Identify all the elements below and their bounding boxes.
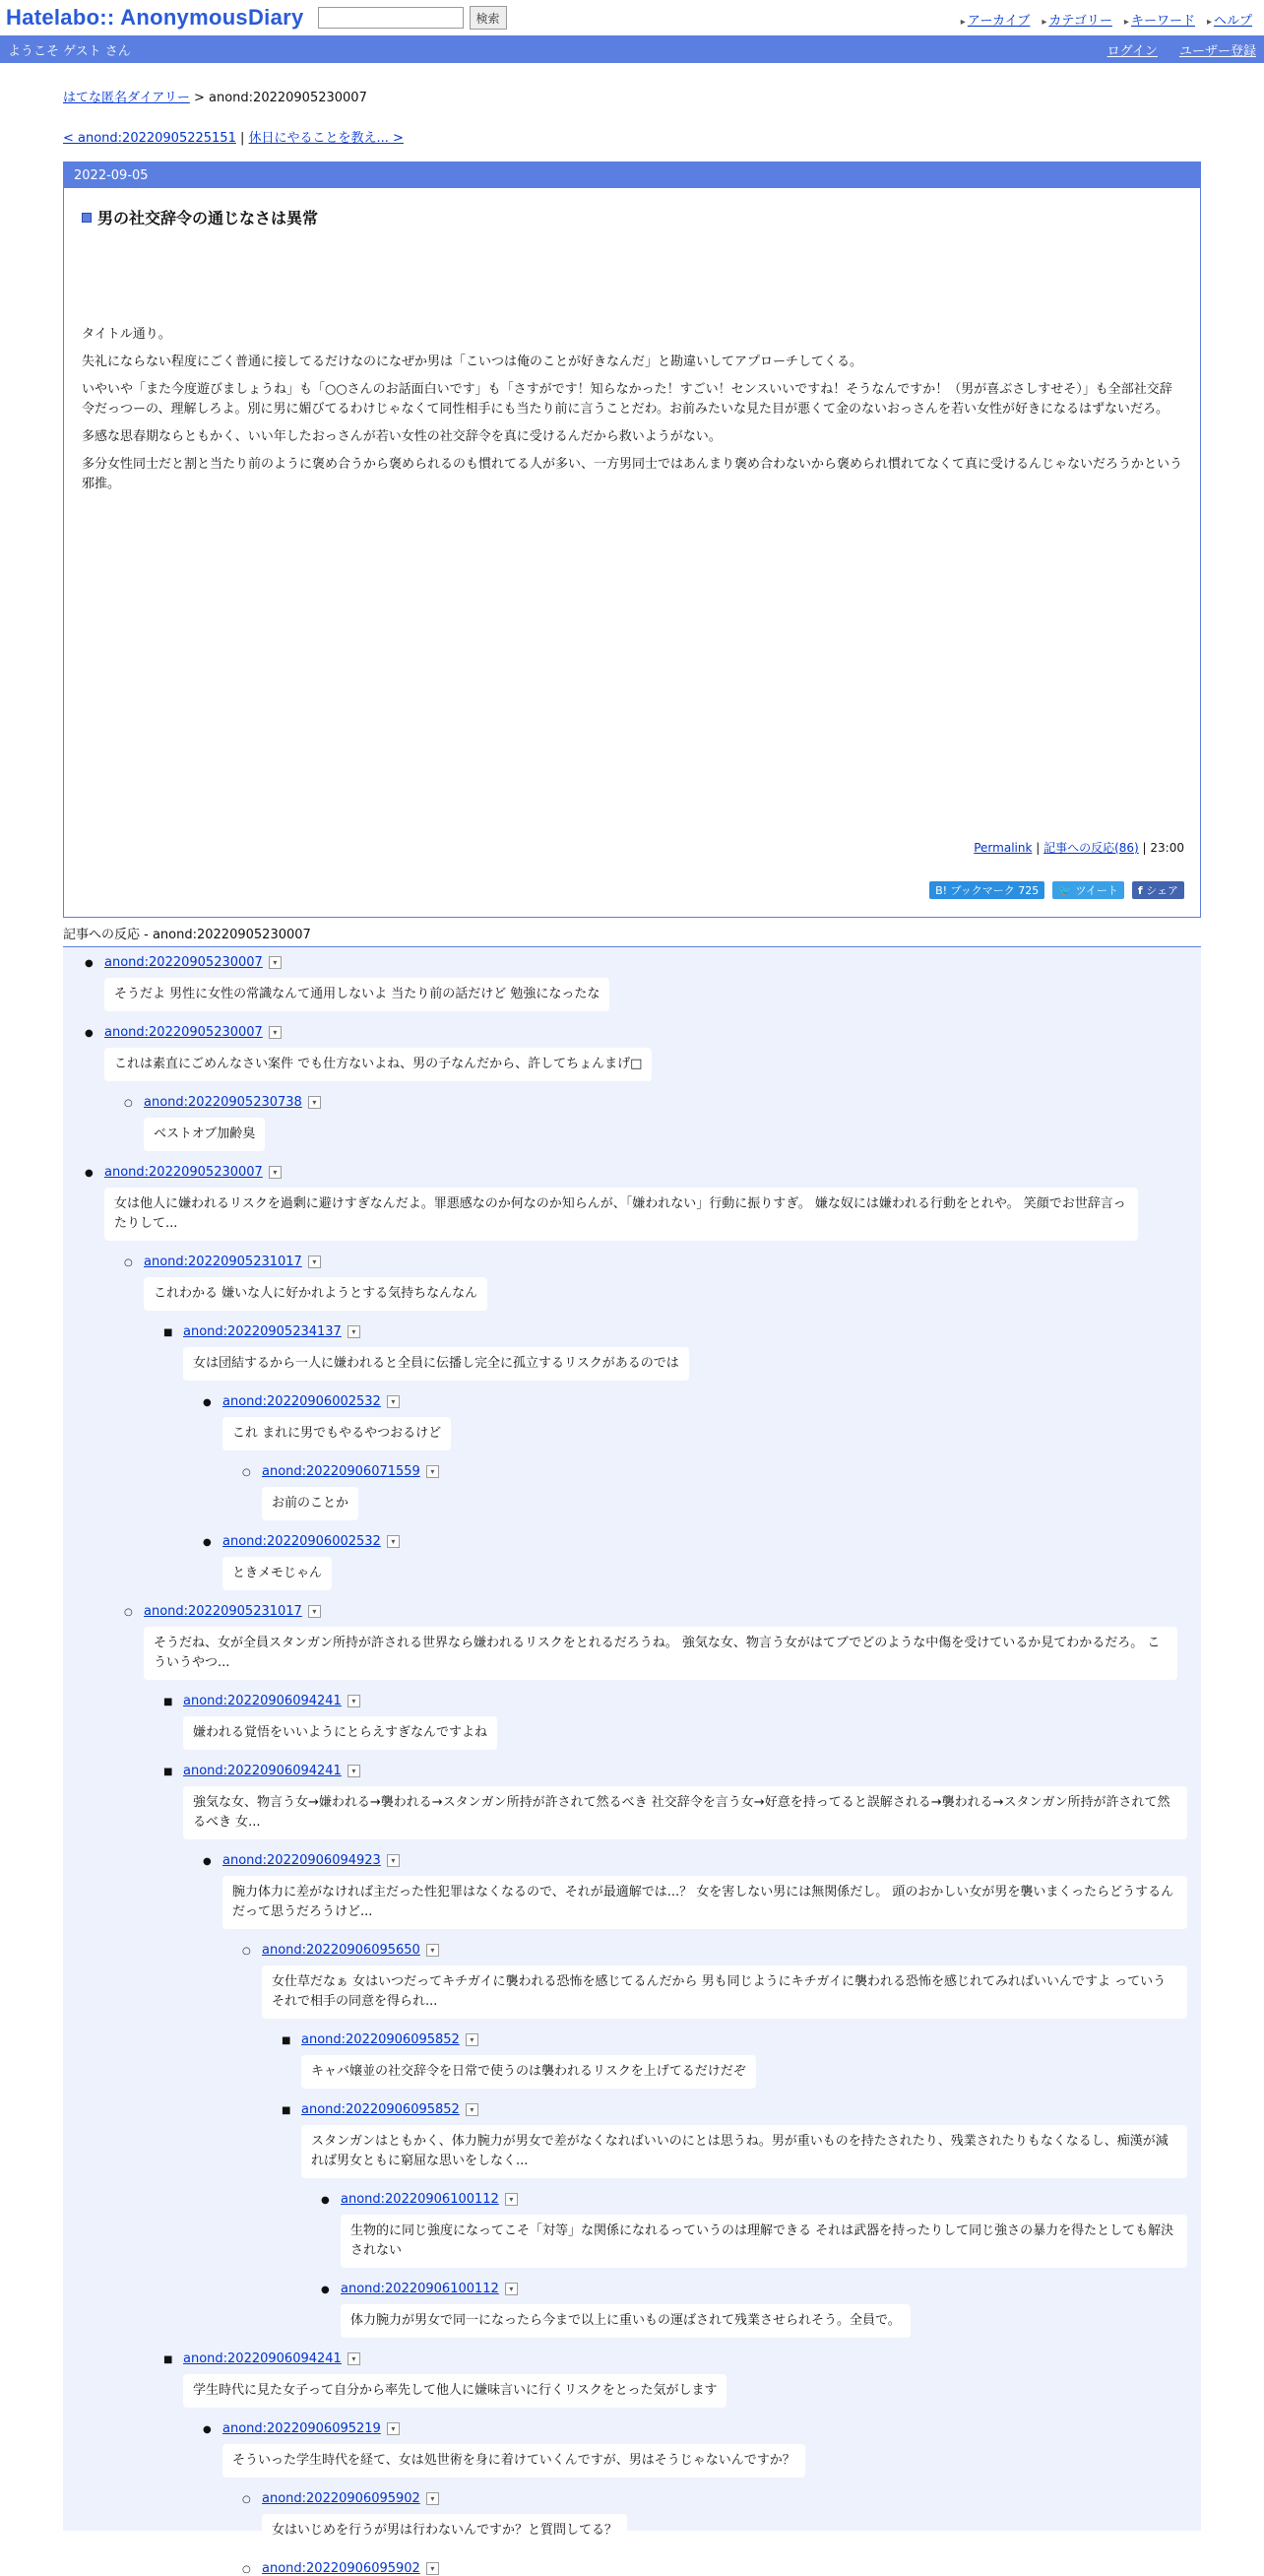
list-bullet-icon: ●	[203, 1397, 212, 1408]
reaction-item	[63, 1764, 1201, 1839]
reaction-item	[63, 1095, 1201, 1151]
list-bullet-icon: ○	[124, 1257, 133, 1268]
reaction-excerpt: スタンガンはともかく、体力腕力が男女で差がなくなればいいのにとは思うね。男が重いものを持たされたり、残業されたりもなくなるし、痴漢が減れば男女ともに窮屈な思いをしなく...	[301, 2125, 1187, 2178]
reaction-excerpt: これ まれに男でもやるやつおるけど	[222, 1417, 451, 1450]
list-bullet-icon: ●	[321, 2285, 330, 2295]
bookmark-label: B! ブックマーク	[935, 884, 1015, 897]
nav-category[interactable]	[1042, 10, 1112, 29]
nav-help-link[interactable]: ヘルプ	[1213, 14, 1252, 29]
reaction-excerpt-wrap	[183, 1339, 1187, 1381]
chevron-down-icon[interactable]: ▾	[308, 1605, 321, 1618]
hatena-bookmark-button[interactable]	[929, 881, 1044, 899]
reaction-item	[63, 1534, 1201, 1590]
reaction-excerpt-wrap	[183, 1708, 1187, 1750]
reaction-id-link[interactable]: anond:20220906094241	[183, 2351, 342, 2366]
reaction-item	[63, 2102, 1201, 2178]
chevron-down-icon[interactable]: ▾	[426, 2562, 439, 2575]
section-square-icon[interactable]	[82, 213, 92, 223]
reaction-id-link[interactable]: anond:20220905231017	[144, 1255, 302, 1269]
search-input[interactable]	[318, 7, 464, 29]
entry-paragraph: タイトル通り。	[82, 327, 171, 342]
reaction-item	[63, 1943, 1201, 2019]
welcome-bar	[0, 35, 1264, 63]
reaction-id-link[interactable]: anond:20220906095852	[301, 2032, 460, 2047]
refs-title-prefix: 記事への反応 -	[63, 928, 153, 942]
list-bullet-icon: ■	[163, 1697, 173, 1707]
reaction-id-link[interactable]: anond:20220906002532	[222, 1394, 381, 1409]
reactions-tree	[63, 955, 1201, 2576]
nav-keyword-link[interactable]: キーワード	[1130, 14, 1195, 29]
entry-box	[63, 161, 1201, 918]
reaction-id-link[interactable]: anond:20220906094923	[222, 1853, 381, 1868]
main-content	[63, 87, 1201, 947]
reaction-excerpt: 体力腕力が男女で同一になったら今まで以上に重いもの運ばされて残業させられそう。全員で。	[341, 2304, 911, 2338]
reaction-id-link[interactable]: anond:20220906094241	[183, 1694, 342, 1708]
reaction-excerpt-wrap	[222, 1876, 1187, 1929]
reaction-excerpt: 女仕草だなぁ 女はいつだってキチガイに襲われる恐怖を感じてるんだから 男も同じようにキチガイに襲われる恐怖を感じれてみればいいんですよ っていう それで相手の同意を得られ...	[262, 1965, 1187, 2019]
tweet-button[interactable]	[1052, 881, 1124, 899]
reaction-excerpt-wrap	[341, 2296, 1187, 2338]
breadcrumb-home[interactable]: はてな匿名ダイアリー	[63, 91, 190, 105]
reaction-id-link[interactable]: anond:20220906100112	[341, 2282, 499, 2296]
reaction-item	[63, 2032, 1201, 2089]
reaction-item	[63, 1255, 1201, 1311]
reaction-item	[63, 1464, 1201, 1520]
prevnext-sep: |	[235, 131, 249, 146]
reactions-list	[63, 947, 1201, 2576]
reaction-item	[63, 1604, 1201, 1680]
facebook-icon: f	[1137, 883, 1143, 897]
reaction-excerpt-wrap	[262, 2506, 1187, 2547]
reaction-excerpt-wrap	[104, 1188, 1187, 1241]
welcome-text: ようこそ ゲスト さん	[8, 43, 131, 59]
reaction-excerpt-wrap	[262, 1965, 1187, 2019]
entry-time: 23:00	[1150, 841, 1184, 855]
reaction-excerpt-wrap	[301, 2047, 1187, 2089]
list-bullet-icon: ●	[85, 1028, 94, 1039]
entry-footer: Permalink | 記事への反応(86) | 23:00	[974, 841, 1184, 855]
reaction-excerpt-wrap	[144, 1269, 1187, 1311]
breadcrumb-sep: >	[189, 91, 210, 105]
reaction-excerpt: 腕力体力に差がなければ主だった性犯罪はなくなるので、それが最適解では...？ 女を害しない男には無関係だし。 頭のおかしい女が男を襲いまくったらどうするんだって思うだろうけど...	[222, 1876, 1187, 1929]
chevron-down-icon[interactable]: ▾	[269, 1166, 282, 1179]
reaction-excerpt-wrap	[301, 2125, 1187, 2178]
list-bullet-icon: ○	[242, 1946, 251, 1957]
list-bullet-icon: ■	[282, 2105, 291, 2116]
chevron-down-icon[interactable]: ▾	[387, 1535, 400, 1548]
breadcrumb-current: anond:20220905230007	[209, 91, 367, 105]
reaction-id-link[interactable]: anond:20220906095902	[262, 2491, 420, 2506]
reaction-excerpt-wrap	[222, 1409, 1187, 1450]
reaction-item	[63, 2282, 1201, 2338]
chevron-down-icon[interactable]: ▾	[505, 2193, 518, 2206]
chevron-down-icon[interactable]: ▾	[348, 2352, 360, 2365]
chevron-down-icon[interactable]: ▾	[426, 1944, 439, 1957]
reaction-excerpt: これは素直にごめんなさい案件 でも仕方ないよね、男の子なんだから、許してちょんまげ□	[104, 1048, 652, 1081]
nav-archive[interactable]	[961, 10, 1031, 29]
reaction-excerpt: キャバ嬢並の社交辞令を日常で使うのは襲われるリスクを上げてるだけだぞ	[301, 2055, 756, 2089]
reaction-excerpt-wrap	[104, 970, 1187, 1011]
prev-next-nav	[63, 127, 1201, 146]
chevron-down-icon[interactable]: ▾	[269, 1026, 282, 1039]
reaction-id-link[interactable]: anond:20220906071559	[262, 1464, 420, 1479]
entry-body	[82, 325, 1182, 494]
chevron-down-icon[interactable]: ▾	[387, 1854, 400, 1867]
tweet-label: ツイート	[1075, 884, 1118, 897]
entry-paragraph: 多分女性同士だと割と当たり前のように褒め合うから褒められるのも慣れてる人が多い、一方男同士ではあんまり褒め合わないから褒められ慣れてなくて真に受けるんじゃないだろうかという邪推。	[82, 457, 1183, 491]
reaction-id-link[interactable]: anond:20220905231017	[144, 1604, 302, 1619]
chevron-down-icon[interactable]: ▾	[387, 2422, 400, 2435]
reaction-id-link[interactable]: anond:20220905234137	[183, 1324, 342, 1339]
permalink-link[interactable]: Permalink	[974, 841, 1033, 855]
list-bullet-icon: ●	[203, 1856, 212, 1867]
share-buttons	[929, 881, 1184, 899]
reaction-excerpt: そうだよ 男性に女性の常識なんて通用しないよ 当たり前の話だけど 勉強になったな	[104, 978, 609, 1011]
reaction-item	[63, 1025, 1201, 1081]
chevron-right-icon: ▸	[1042, 17, 1047, 28]
reaction-excerpt: 強気な女、物言う女→嫌われる→襲われる→スタンガン所持が許されて然るべき 社交辞令を言う女→好意を持ってると誤解される→襲われる→スタンガン所持が許されて然るべき 女...	[183, 1786, 1187, 1839]
reaction-id-link[interactable]: anond:20220905230007	[104, 1025, 263, 1040]
reaction-item	[63, 1324, 1201, 1381]
reaction-item	[63, 1853, 1201, 1929]
chevron-down-icon[interactable]: ▾	[426, 2492, 439, 2505]
entry-date: 2022-09-05	[64, 162, 1200, 188]
reaction-id-link[interactable]: anond:20220906095650	[262, 1943, 420, 1958]
reaction-excerpt-wrap	[104, 1040, 1187, 1081]
list-bullet-icon: ●	[85, 1168, 94, 1179]
reaction-excerpt-wrap	[183, 1786, 1187, 1839]
chevron-right-icon: ▸	[1206, 17, 1212, 28]
login-link[interactable]: ログイン	[1106, 43, 1158, 59]
reactions-link[interactable]: 記事への反応(86)	[1043, 841, 1139, 855]
reaction-id-link[interactable]: anond:20220906095902	[262, 2561, 420, 2576]
reaction-excerpt-wrap	[144, 1110, 1187, 1151]
list-bullet-icon: ■	[163, 2354, 173, 2365]
chevron-down-icon[interactable]: ▾	[505, 2283, 518, 2295]
reaction-excerpt: そうだね、女が全員スタンガン所持が許される世界なら嫌われるリスクをとれるだろうね。 強気な女、物言う女がはてブでどのような中傷を受けているか見てわかるだろ。 こういうやつ...	[144, 1627, 1177, 1680]
chevron-down-icon[interactable]: ▾	[466, 2033, 478, 2046]
reaction-excerpt-wrap	[183, 2366, 1187, 2408]
reaction-excerpt-wrap	[341, 2215, 1187, 2268]
reaction-excerpt: これわかる 嫌いな人に好かれようとする気持ちなんなん	[144, 1277, 487, 1311]
chevron-down-icon[interactable]: ▾	[466, 2103, 478, 2116]
reaction-id-link[interactable]: anond:20220906094241	[183, 1764, 342, 1778]
search-button[interactable]: 検索	[470, 6, 507, 30]
reaction-excerpt: そういった学生時代を経て、女は処世術を身に着けていくんですが、男はそうじゃないんですか？	[222, 2444, 805, 2478]
prev-entry-link[interactable]: < anond:20220905225151	[63, 131, 236, 146]
reaction-item	[63, 955, 1201, 1011]
reaction-excerpt: 女はいじめを行うが男は行わないんですか？と質問してる？	[262, 2514, 627, 2547]
reaction-id-link[interactable]: anond:20220905230738	[144, 1095, 302, 1110]
reaction-excerpt: ベストオブ加齢臭	[144, 1118, 265, 1151]
chevron-down-icon[interactable]: ▾	[308, 1096, 321, 1109]
list-bullet-icon: ■	[282, 2035, 291, 2046]
list-bullet-icon: ○	[242, 1467, 251, 1478]
reaction-excerpt-wrap	[144, 1627, 1187, 1680]
share-label: シェア	[1146, 884, 1178, 897]
reaction-item	[63, 1694, 1201, 1750]
reaction-id-link[interactable]: anond:20220905230007	[104, 955, 263, 970]
refs-title-id: anond:20220905230007	[152, 928, 311, 942]
facebook-share-button[interactable]	[1132, 881, 1184, 899]
reaction-id-link[interactable]: anond:20220905230007	[104, 1165, 263, 1180]
reaction-id-link[interactable]: anond:20220906095219	[222, 2421, 381, 2436]
reaction-excerpt-wrap	[262, 1479, 1187, 1520]
nav-archive-link[interactable]: アーカイブ	[967, 14, 1031, 29]
list-bullet-icon: ●	[203, 1537, 212, 1548]
chevron-down-icon[interactable]: ▾	[269, 956, 282, 969]
next-entry-link[interactable]: 休日にやることを教え... >	[248, 131, 404, 146]
chevron-right-icon: ▸	[960, 17, 966, 28]
list-bullet-icon: ■	[163, 1327, 173, 1338]
list-bullet-icon: ●	[321, 2195, 330, 2206]
twitter-icon: 🐦	[1058, 883, 1072, 897]
list-bullet-icon: ●	[203, 2424, 212, 2435]
refs-title	[63, 924, 1201, 947]
reaction-excerpt: 嫌われる覚悟をいいようにとらえすぎなんですよね	[183, 1716, 497, 1750]
reaction-excerpt: 女は他人に嫌われるリスクを過剰に避けすぎなんだよ。罪悪感なのか何なのか知らんが、「嫌われない」行動に振りすぎ。 嫌な奴には嫌われる行動をとれや。 笑顔でお世辞言ったりして...	[104, 1188, 1138, 1241]
top-nav	[961, 10, 1252, 29]
chevron-down-icon[interactable]: ▾	[387, 1395, 400, 1408]
reaction-item	[63, 1165, 1201, 1241]
entry-title	[82, 206, 1200, 228]
reaction-excerpt: お前のことか	[262, 1487, 358, 1520]
reaction-id-link[interactable]: anond:20220906002532	[222, 1534, 381, 1549]
register-link[interactable]: ユーザー登録	[1178, 43, 1256, 59]
reaction-excerpt: 生物的に同じ強度になってこそ「対等」な関係になれるっていうのは理解できる それは武器を持ったりして同じ強さの暴力を得たとしても解決されない	[341, 2215, 1187, 2268]
nav-help[interactable]	[1207, 10, 1252, 29]
chevron-down-icon[interactable]: ▾	[426, 1465, 439, 1478]
reaction-id-link[interactable]: anond:20220906095852	[301, 2102, 460, 2117]
entry-title-text: 男の社交辞令の通じなさは異常	[97, 209, 319, 227]
reaction-excerpt: 学生時代に見た女子って自分から率先して他人に嫌味言いに行くリスクをとった気がします	[183, 2374, 727, 2408]
reaction-item	[63, 2561, 1201, 2576]
reaction-excerpt-wrap	[222, 1549, 1187, 1590]
reaction-item	[63, 2192, 1201, 2268]
list-bullet-icon: ●	[85, 958, 94, 969]
entry-paragraph: 失礼にならない程度にごく普通に接してるだけなのになぜか男は「こいつは俺のことが好きなんだ」と勘違いしてアプローチしてくる。	[82, 354, 863, 369]
reaction-excerpt-wrap	[222, 2436, 1187, 2478]
reaction-item	[63, 1394, 1201, 1450]
chevron-down-icon[interactable]: ▾	[348, 1325, 360, 1338]
list-bullet-icon: ○	[124, 1607, 133, 1618]
reaction-excerpt: ときメモじゃん	[222, 1557, 332, 1590]
list-bullet-icon: ○	[124, 1098, 133, 1109]
reaction-item	[63, 2491, 1201, 2547]
reaction-id-link[interactable]: anond:20220906100112	[341, 2192, 499, 2207]
bookmark-count: 725	[1018, 883, 1040, 897]
entry-paragraph: いやいや「また今度遊びましょうね」も「○○さんのお話面白いです」も「さすがです！知らなかった！すごい！センスいいですね！そうなんですか！（男が喜ぶさしすせそ）」も全部社交辞令だっつーの、理解しろよ。別に男に媚びてるわけじゃなくて同性相手にも当たり前に言うことだわ。お前みたいな見た目が悪くて金のないおっさんを若い女性が好きになるはずないだろ。	[82, 382, 1172, 417]
list-bullet-icon: ○	[242, 2564, 251, 2575]
entry-paragraph: 多感な思春期ならともかく、いい年したおっさんが若い女性の社交辞令を真に受けるんだから救いようがない。	[82, 429, 722, 444]
site-logo[interactable]: Hatelabo:: AnonymousDiary	[6, 5, 304, 30]
chevron-down-icon[interactable]: ▾	[348, 1695, 360, 1707]
nav-category-link[interactable]: カテゴリー	[1048, 14, 1112, 29]
reaction-excerpt: 女は団結するから一人に嫌われると全員に伝播し完全に孤立するリスクがあるのでは	[183, 1347, 689, 1381]
chevron-right-icon: ▸	[1123, 17, 1129, 28]
list-bullet-icon: ○	[242, 2494, 251, 2505]
reaction-item	[63, 2421, 1201, 2478]
reaction-item	[63, 2351, 1201, 2408]
chevron-down-icon[interactable]: ▾	[308, 1256, 321, 1268]
list-bullet-icon: ■	[163, 1767, 173, 1777]
breadcrumb	[63, 87, 1201, 105]
nav-keyword[interactable]	[1124, 10, 1195, 29]
chevron-down-icon[interactable]: ▾	[348, 1765, 360, 1777]
site-header	[0, 0, 1264, 35]
